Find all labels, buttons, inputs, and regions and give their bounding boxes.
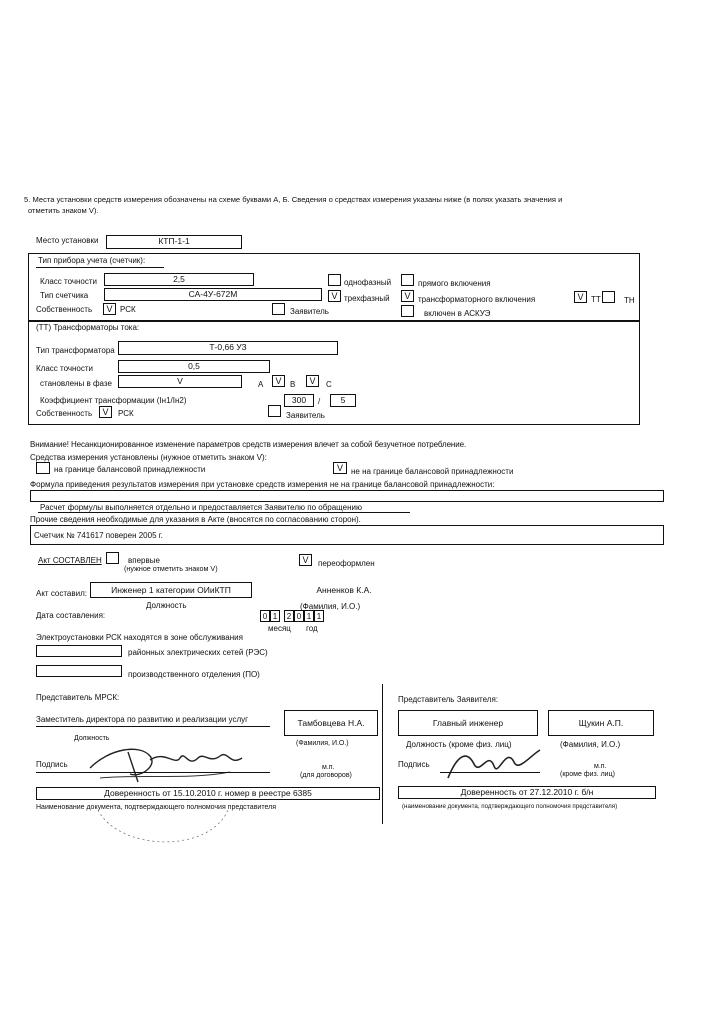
po-label: производственного отделения (ПО): [128, 670, 260, 679]
act-reissued-label: переоформлен: [318, 559, 375, 568]
act-first-checkbox[interactable]: [106, 552, 119, 564]
phase-a-label: А: [258, 380, 264, 389]
meter-owner-rsk-label: РСК: [120, 305, 136, 314]
left-rep-document-caption: Наименование документа, подтверждающего полномочия представителя: [36, 804, 276, 811]
right-rep-header: Представитель Заявителя:: [398, 695, 499, 704]
phase-b-checkbox[interactable]: V: [272, 375, 285, 387]
act-composer-position-caption: Должность: [146, 601, 187, 610]
ct-accuracy-label: Класс точности: [36, 364, 94, 373]
section-intro-line1: 5. Места установки средств измерения обозначены на схеме буквами А, Б. Сведения о средствах измерения указаны ниже (в полях указать значения и: [24, 195, 563, 204]
res-label: районных электрических сетей (РЭС): [128, 648, 268, 657]
askue-label: включен в АСКУЭ: [424, 309, 491, 318]
month-caption: месяц: [268, 624, 291, 633]
ct-owner-applicant-label: Заявитель: [286, 411, 325, 420]
left-rep-document-field[interactable]: Доверенность от 15.10.2010 г. номер в реестре 6385: [36, 787, 380, 800]
on-border-checkbox[interactable]: [36, 462, 50, 474]
direct-connection-checkbox[interactable]: [401, 274, 414, 286]
phase-c-label: С: [326, 380, 332, 389]
ct-ratio-primary-field[interactable]: 300: [284, 394, 314, 407]
ct-owner-rsk-label: РСК: [118, 409, 134, 418]
stamp-icon: [88, 780, 238, 860]
date-digit[interactable]: 0: [260, 610, 270, 622]
right-rep-position-field[interactable]: Главный инженер: [398, 710, 538, 736]
meter-accuracy-label: Класс точности: [40, 277, 98, 286]
right-rep-sign-label: Подпись: [398, 760, 430, 769]
meter-owner-rsk-checkbox[interactable]: V: [103, 303, 116, 315]
on-border-label: на границе балансовой принадлежности: [54, 465, 206, 474]
meter-owner-applicant-checkbox[interactable]: [272, 303, 285, 315]
installed-label: Средства измерения установлены (нужное отметить знаком V):: [30, 453, 267, 462]
ct-phases-field[interactable]: V: [118, 375, 242, 388]
date-digit[interactable]: 1: [314, 610, 324, 622]
meter-owner-applicant-label: Заявитель: [290, 307, 329, 316]
right-rep-stamp-caption2: (кроме физ. лиц): [560, 771, 615, 778]
right-rep-document-field[interactable]: Доверенность от 27.12.2010 г. б/н: [398, 786, 656, 799]
single-phase-label: однофазный: [344, 278, 392, 287]
transformer-connection-label: трансформаторного включения: [418, 295, 536, 304]
askue-checkbox[interactable]: [401, 305, 414, 317]
left-rep-header: Представитель МРСК:: [36, 693, 120, 702]
ct-header: (ТТ) Трансформаторы тока:: [36, 323, 140, 332]
meter-type-field[interactable]: СА-4У-672М: [104, 288, 322, 301]
not-on-border-checkbox[interactable]: V: [333, 462, 347, 474]
ct-phases-label: становлены в фазе: [40, 379, 112, 388]
tt-label: ТТ: [591, 295, 601, 304]
tt-checkbox[interactable]: V: [574, 291, 587, 303]
act-first-label: впервые: [128, 556, 160, 565]
date-digit[interactable]: 0: [294, 610, 304, 622]
act-composer-label: Акт составил:: [36, 589, 87, 598]
phase-b-label: В: [290, 380, 296, 389]
left-rep-stamp-caption2: (для договоров): [300, 772, 352, 779]
year-caption: год: [306, 624, 318, 633]
left-rep-name-caption: (Фамилия, И.О.): [296, 740, 349, 747]
meter-header-underline: [36, 267, 164, 268]
not-on-border-label: не на границе балансовой принадлежности: [351, 467, 514, 476]
ct-owner-applicant-checkbox[interactable]: [268, 405, 281, 417]
formula-note-underline: [38, 512, 410, 513]
date-digit[interactable]: 1: [270, 610, 280, 622]
ct-type-label: Тип трансформатора: [36, 346, 115, 355]
formula-field[interactable]: [30, 490, 664, 502]
right-rep-stamp-caption1: м.п.: [594, 763, 607, 770]
ct-owner-label: Собственность: [36, 409, 93, 418]
location-field[interactable]: КТП-1-1: [106, 235, 242, 249]
res-field[interactable]: [36, 645, 122, 657]
ct-type-field[interactable]: Т-0,66 УЗ: [118, 341, 338, 355]
po-field[interactable]: [36, 665, 122, 677]
act-reissued-checkbox[interactable]: V: [299, 554, 312, 566]
phase-c-checkbox[interactable]: V: [306, 375, 319, 387]
meter-owner-label: Собственность: [36, 305, 93, 314]
warning-text: Внимание! Несанкционированное изменение параметров средств измерения влечет за собой безучетное потребление.: [30, 440, 467, 449]
representatives-divider: [382, 684, 383, 824]
ct-ratio-separator: /: [318, 397, 321, 406]
left-rep-position-value: Заместитель директора по развитию и реализации услуг: [36, 715, 249, 724]
three-phase-label: трехфазный: [344, 294, 390, 303]
ct-accuracy-field[interactable]: 0,5: [118, 360, 270, 373]
act-composer-name-caption: (Фамилия, И.О.): [300, 602, 361, 611]
ct-owner-rsk-checkbox[interactable]: V: [99, 406, 112, 418]
tn-checkbox[interactable]: [602, 291, 615, 303]
section-intro-line2: отметить знаком V).: [28, 206, 99, 215]
right-rep-name-caption: (Фамилия, И.О.): [560, 740, 621, 749]
right-rep-sign-line: [440, 772, 540, 773]
formula-label: Формула приведения результатов измерения при установке средств измерения не на границе балансовой принадлежности:: [30, 480, 495, 489]
act-label: Акт СОСТАВЛЕН: [38, 556, 102, 565]
right-rep-signature-image: [440, 738, 550, 786]
other-info-value: Счетчик № 741617 поверен 2005 г.: [34, 531, 163, 540]
meter-header: Тип прибора учета (счетчик):: [38, 256, 146, 265]
left-rep-name-field[interactable]: Тамбовцева Н.А.: [284, 710, 378, 736]
transformer-connection-checkbox[interactable]: V: [401, 290, 414, 302]
act-note: (нужное отметить знаком V): [124, 564, 218, 573]
meter-accuracy-field[interactable]: 2,5: [104, 273, 254, 286]
tn-label: ТН: [624, 296, 635, 305]
meter-type-label: Тип счетчика: [40, 291, 89, 300]
left-rep-sign-line: [36, 772, 270, 773]
service-zone-label: Электроустановки РСК находятся в зоне обслуживания: [36, 633, 243, 642]
ct-ratio-secondary-field[interactable]: 5: [330, 394, 356, 407]
act-composer-name-field[interactable]: Анненков К.А.: [316, 585, 372, 595]
right-rep-document-caption: (наименование документа, подтверждающего полномочия представителя): [402, 803, 618, 810]
left-rep-position-line: [36, 726, 270, 727]
left-rep-stamp-caption1: м.п.: [322, 764, 335, 771]
other-info-label: Прочие сведения необходимые для указания в Акте (вносятся по согласованию сторон).: [30, 515, 361, 524]
date-digit[interactable]: 1: [304, 610, 314, 622]
location-label: Место установки: [36, 236, 99, 245]
right-rep-name-field[interactable]: Щукин А.П.: [548, 710, 654, 736]
ct-ratio-label: Коэффициент трансформации (Iн1/Iн2): [40, 396, 187, 405]
right-rep-position-caption: Должность (кроме физ. лиц): [406, 740, 512, 749]
date-digit[interactable]: 2: [284, 610, 294, 622]
single-phase-checkbox[interactable]: [328, 274, 341, 286]
formula-note: Расчет формулы выполняется отдельно и предоставляется Заявителю по обращению: [40, 503, 362, 512]
left-rep-position-caption: Должность: [74, 735, 110, 742]
date-label: Дата составления:: [36, 611, 106, 620]
left-rep-sign-label: Подпись: [36, 760, 68, 769]
direct-connection-label: прямого включения: [418, 279, 491, 288]
three-phase-checkbox[interactable]: V: [328, 290, 341, 302]
act-composer-position-field[interactable]: Инженер 1 категории ОИиКТП: [90, 582, 252, 598]
